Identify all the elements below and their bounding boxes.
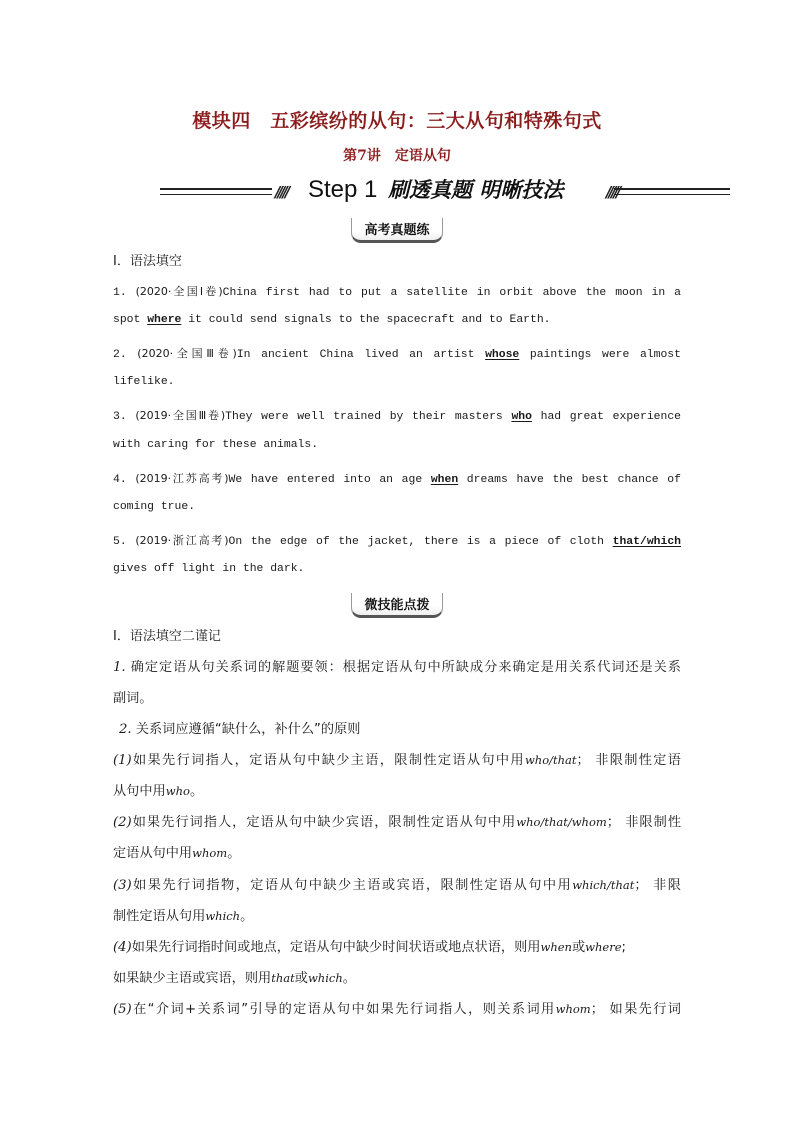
banner-rule-right (614, 188, 730, 195)
step-heading (308, 174, 604, 204)
question-3-line-2: with caring for these animals. (113, 439, 319, 451)
rule-1-line-2: 副词。 (113, 691, 153, 706)
point-5-line-1: (5)在“介词+关系词”引导的定语从句中如果先行词指人，则关系词用whom； 如果先行词 (113, 1002, 681, 1017)
question-1-line-2: spot where it could send signals to the spacecraft and to Earth. (113, 314, 551, 326)
question-source: (2020·全国Ⅰ卷) (135, 285, 223, 298)
answer-word: where (147, 314, 182, 326)
step-banner (160, 172, 730, 212)
step-subtitle: 刷透真题 明晰技法 (388, 177, 564, 202)
badge-label: 微技能点拨 (351, 593, 442, 618)
banner-hatch-left: ///// (275, 183, 288, 201)
question-1-line-1: 1. (2020·全国Ⅰ卷)China first had to put a satellite in orbit above the moon in a (113, 285, 681, 299)
point-3-line-2: 制性定语从句用which。 (113, 909, 254, 924)
question-5-line-2: gives off light in the dark. (113, 563, 305, 575)
point-1-line-1: (1)如果先行词指人，定语从句中缺少主语，限制性定语从句中用who/that； 非限制性定语 (113, 753, 681, 768)
point-2-line-1: (2)如果先行词指人，定语从句中缺少宾语，限制性定语从句中用who/that/whom； 非限制性 (113, 815, 682, 830)
answer-word: whose (485, 349, 520, 361)
question-4-line-2: coming true. (113, 501, 196, 513)
section-heading-grammar-fill: Ⅰ．语法填空 (113, 254, 182, 269)
question-3-line-1: 3. (2019·全国Ⅲ卷)They were well trained by their masters who had great experience (113, 409, 681, 423)
rule-2-line-1: 2. 关系词应遵循“缺什么，补什么”的原则 (119, 722, 361, 737)
question-source: (2019·江苏高考) (135, 472, 229, 485)
module-title: 模块四 五彩缤纷的从句：三大从句和特殊句式 (192, 110, 602, 132)
step-number: Step 1 (308, 176, 378, 203)
banner-hatch-right: ///// (606, 183, 619, 201)
point-4-line-2: 如果缺少主语或宾语，则用that或which。 (113, 971, 356, 986)
lecture-title: 第7讲 定语从句 (343, 148, 451, 164)
section-badge-skills (0, 593, 794, 618)
banner-rule-left (160, 188, 272, 195)
answer-word: when (430, 474, 459, 486)
point-2-line-2: 定语从句中用whom。 (113, 846, 241, 861)
question-4-line-1: 4. (2019·江苏高考)We have entered into an age when dreams have the best chance of (113, 472, 681, 486)
question-2-line-1: 2. (2020·全国Ⅲ卷)In ancient China lived an artist whose paintings were almost (113, 347, 681, 361)
question-5-line-1: 5. (2019·浙江高考)On the edge of the jacket, there is a piece of cloth that/which (113, 534, 681, 548)
point-4-line-1: (4)如果先行词指时间或地点，定语从句中缺少时间状语或地点状语，则用when或where; (113, 940, 626, 955)
badge-label: 高考真题练 (351, 218, 442, 243)
question-source: (2019·全国Ⅲ卷) (135, 409, 226, 422)
question-2-line-2: lifelike. (113, 376, 175, 388)
section-heading-rules: Ⅰ．语法填空二谨记 (113, 629, 221, 644)
answer-word: that/which (612, 536, 681, 548)
point-1-line-2: 从句中用who。 (113, 784, 204, 799)
rule-1-line-1: 1. 确定定语从句关系词的解题要领：根据定语从句中所缺成分来确定是用关系代词还是关系 (113, 660, 681, 675)
question-source: (2019·浙江高考) (135, 534, 229, 547)
section-badge-exam (0, 218, 794, 243)
answer-word: who (511, 411, 532, 423)
question-source: (2020·全国Ⅲ卷) (137, 347, 237, 360)
point-3-line-1: (3)如果先行词指物，定语从句中缺少主语或宾语，限制性定语从句中用which/that； 非限 (113, 878, 681, 893)
